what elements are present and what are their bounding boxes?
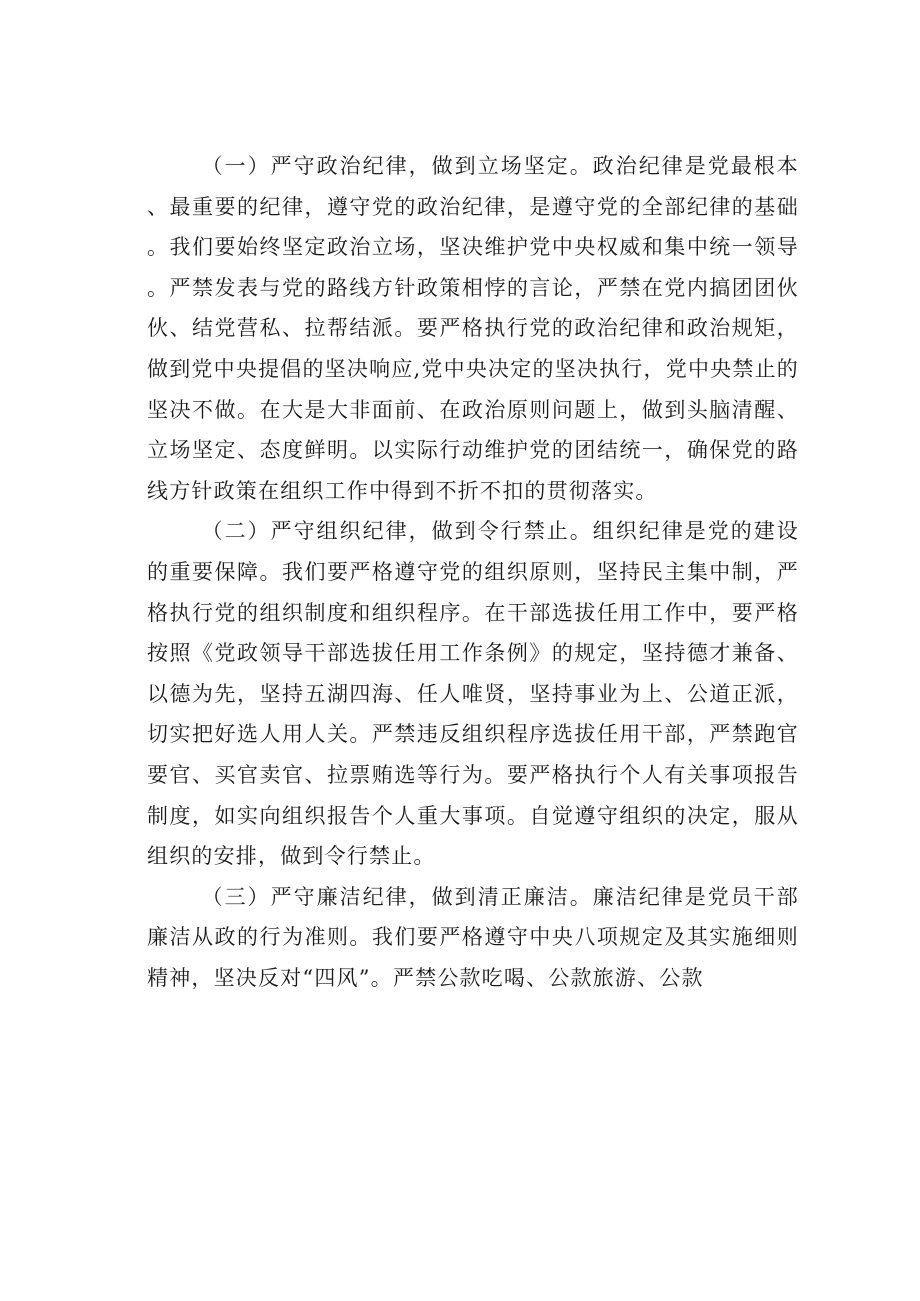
paragraph-integrity-discipline: （三）严守廉洁纪律，做到清正廉洁。廉洁纪律是党员干部廉洁从政的行为准则。我们要严格遵守中央八项规定及其实施细则精神，坚决反对“四风”。严禁公款吃喝、公款旅游、公款 bbox=[147, 884, 799, 990]
paragraph-political-discipline: （一）严守政治纪律，做到立场坚定。政治纪律是党最根本、最重要的纪律，遵守党的政治纪律，是遵守党的全部纪律的基础。我们要始终坚定政治立场，坚决维护党中央权威和集中统一领导。严禁发表与党的路线方针政策相悖的言论，严禁在党内搞团团伙伙、结党营私、拉帮结派。要严格执行党的政治纪律和政治规矩，做到党中央提倡的坚决响应,党中央决定的坚决执行，党中央禁止的坚决不做。在大是大非面前、在政治原则问题上，做到头脑清醒、立场坚定、态度鲜明。以实际行动维护党的团结统一，确保党的路线方针政策在组织工作中得到不折不扣的贯彻落实。 bbox=[147, 154, 799, 503]
paragraph-organizational-discipline: （二）严守组织纪律，做到令行禁止。组织纪律是党的建设的重要保障。我们要严格遵守党的组织原则，坚持民主集中制，严格执行党的组织制度和组织程序。在干部选拔任用工作中，要严格按照《党政领导干部选拔任用工作条例》的规定，坚持德才兼备、以德为先，坚持五湖四海、任人唯贤，坚持事业为上、公道正派，切实把好选人用人关。严禁违反组织程序选拔任用干部，严禁跑官要官、买官卖官、拉票贿选等行为。要严格执行个人有关事项报告制度，如实向组织报告个人重大事项。自觉遵守组织的决定，服从组织的安排，做到令行禁止。 bbox=[147, 519, 799, 869]
document-body bbox=[147, 146, 799, 998]
